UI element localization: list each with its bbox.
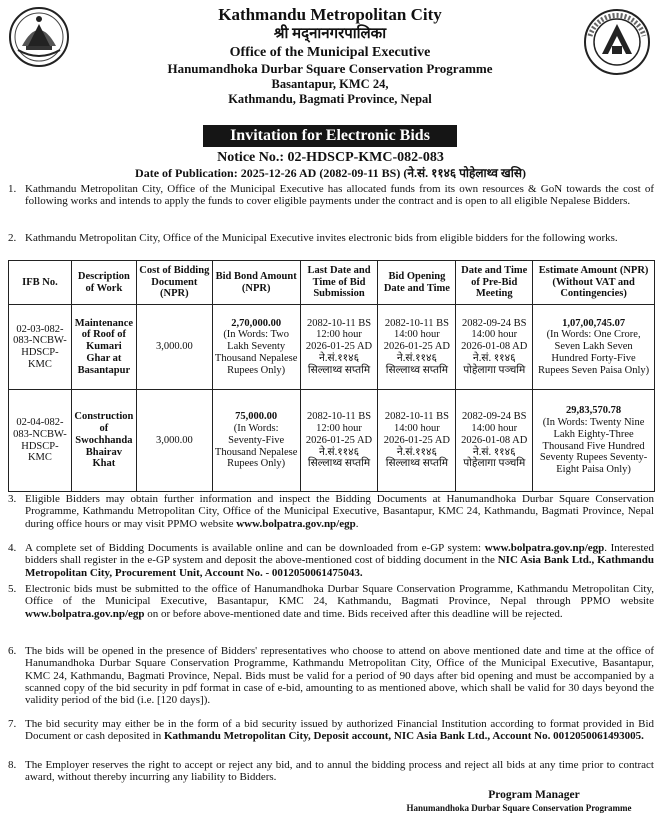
- bids-table: [8, 260, 655, 492]
- bid-bond-cell: [212, 305, 300, 390]
- column-header: Estimate Amount (NPR) (Without VAT and Contingencies): [533, 261, 655, 305]
- paragraph-7: [8, 718, 654, 743]
- bid-bond-words: (In Words: Seventy-Five Thousand Nepalese Rupees Only): [214, 422, 298, 470]
- paragraph-number: 2.: [8, 232, 17, 244]
- paragraph-6: [8, 645, 654, 706]
- deposit-account-note: Kathmandu Metropolitan City, Deposit account, NIC Asia Bank Ltd., Account No. 0012050061493005.: [164, 730, 644, 743]
- paragraph-text: Kathmandu Metropolitan City, Office of the Municipal Executive has allocated funds from its own resources & GoN towards the cost of following works and intends to apply the funds to cover eligible payments under the contract and is open to all eligible Nepalese Bidders.: [25, 183, 654, 208]
- paragraph-5: [8, 583, 654, 620]
- letterhead: [90, 5, 570, 107]
- paragraph-text: Eligible Bidders may obtain further information and inspect the Bidding Documents at Hanumandhoka Durbar Square Conservation Programme, Kathmandu Metropolitan City, Office of the Municipal Executive, Basantapur, KMC 24, Kathmandu, Bagmati Province, Nepal during office hours or may visit PPMO website www.bolpatra.gov.np/egp.: [25, 493, 654, 530]
- submission-website-link[interactable]: www.bolpatra.gov.np/egp: [25, 607, 145, 620]
- paragraph-number: 4.: [8, 542, 17, 554]
- column-header: Last Date and Time of Bid Submission: [300, 261, 378, 305]
- table-row: [9, 390, 655, 492]
- city-title: Kathmandu Metropolitan City: [218, 5, 442, 24]
- signature-block: [380, 789, 658, 814]
- paragraph-number: 3.: [8, 493, 17, 505]
- document-cost: 3,000.00: [136, 305, 212, 390]
- publication-date: Date of Publication: 2025-12-26 AD (2082-09-11 BS) (ने.सं. ११४६ पोहेलाथ्व खसि): [135, 166, 526, 180]
- opening-date: 2082-10-11 BS 14:00 hour 2026-01-25 AD ने.सं.११४६ सिल्लाथ्व सप्तमि: [378, 390, 456, 492]
- opening-date: 2082-10-11 BS 14:00 hour 2026-01-25 AD ने.सं.११४६ सिल्लाथ्व सप्तमि: [378, 305, 456, 390]
- city-title-nepali: श्री मद्‌नानगरपालिका: [273, 26, 387, 42]
- address-line-1: Basantapur, KMC 24,: [271, 77, 389, 91]
- signatory-office: Hanumandhoka Durbar Square Conservation Programme: [406, 803, 632, 813]
- work-description: Construction of Swochhanda Bhairav Khat: [71, 390, 136, 492]
- estimate-amount: 1,07,00,745.07: [562, 317, 626, 329]
- estimate-words: (In Words: One Crore, Seven Lakh Seven Hundred Forty-Five Rupees Seven Paisa Only): [538, 329, 650, 376]
- column-header: Bid Opening Date and Time: [378, 261, 456, 305]
- paragraph-number: 5.: [8, 583, 17, 595]
- bid-bond-amount: 2,70,000.00: [231, 317, 282, 329]
- bid-bond-cell: [212, 390, 300, 492]
- column-header: Description of Work: [71, 261, 136, 305]
- estimate-amount: 29,83,570.78: [566, 405, 622, 417]
- signatory-title: Program Manager: [488, 789, 580, 801]
- bid-bond-words: (In Words: Two Lakh Seventy Thousand Nepalese Rupees Only): [214, 329, 298, 376]
- bid-bond-amount: 75,000.00: [235, 411, 278, 423]
- paragraph-text: The bids will be opened in the presence of Bidders' representatives who choose to attend on above mentioned date and time at the office of Hanumandhoka Durbar Square Conservation Programme, Kathmandu Metropolitan City, Office of the Municipal Executive, Basantapur, KMC 24, Kathmandu, Bagmati Province, Nepal. Bids must be valid for a period of 90 days after bid opening and must be accompanied by a scanned copy of the bid security in pdf format in case of e-bid, amounting to as mentioned above, which shall be valid for 30 days beyond the validity period of the bid (i.e. [120 days]).: [25, 645, 654, 707]
- office-name: Office of the Municipal Executive: [229, 45, 431, 60]
- bank-account-note: NIC Asia Bank Ltd., Kathmandu Metropolitan City, Procurement Unit, Account No. - 0012050061475043.: [25, 554, 655, 579]
- estimate-words: (In Words: Twenty Nine Lakh Eighty-Three Thousand Five Hundred Seventy Rupees Seventy-Eight Paisa Only): [539, 417, 648, 476]
- paragraph-text: Electronic bids must be submitted to the office of Hanumandhoka Durbar Square Conservation Programme, Kathmandu Metropolitan City, Office of the Municipal Executive, Basantapur, KMC 24, Kathmandu, Bagmati Province, Nepal through PPMO website www.bolpatra.gov.np/egp on or before above-mentioned date and time. Bids received after this deadline will be rejected.: [25, 583, 654, 620]
- estimate-cell: [533, 305, 655, 390]
- paragraph-4: [8, 542, 654, 579]
- column-header: Cost of Bidding Document (NPR): [136, 261, 212, 305]
- paragraph-2: [8, 232, 654, 244]
- egp-website-link[interactable]: www.bolpatra.gov.np/egp: [484, 542, 605, 554]
- column-header: IFB No.: [9, 261, 72, 305]
- nepal-emblem-icon: [8, 6, 70, 68]
- table-row: [9, 305, 655, 390]
- ifb-number: 02-03-082-083-NCBW-HDSCP-KMC: [9, 305, 72, 390]
- estimate-cell: [533, 390, 655, 492]
- invitation-banner: Invitation for Electronic Bids: [203, 125, 457, 147]
- document-cost: 3,000.00: [136, 390, 212, 492]
- paragraph-8: [8, 759, 654, 784]
- paragraph-text: The Employer reserves the right to accept or reject any bid, and to annul the bidding process and reject all bids at any time prior to contract award, without thereby incurring any liability to Bidders.: [25, 759, 654, 784]
- submission-deadline: 2082-10-11 BS 12:00 hour 2026-01-25 AD ने.सं.११४६ सिल्लाथ्व सप्तमि: [300, 305, 378, 390]
- kmc-seal-logo: [582, 6, 652, 80]
- paragraph-3: [8, 493, 654, 530]
- submission-deadline: 2082-10-11 BS 12:00 hour 2026-01-25 AD ने.सं.११४६ सिल्लाथ्व सप्तमि: [300, 390, 378, 492]
- prebid-meeting: 2082-09-24 BS 14:00 hour 2026-01-08 AD ने.सं. ११४६ पोहेलागा पञ्चमि: [456, 390, 533, 492]
- paragraph-number: 8.: [8, 759, 17, 771]
- paragraph-text: A complete set of Bidding Documents is available online and can be downloaded from e-GP system: www.bolpatra.gov.np/egp. Interested bidders shall register in the e-GP system and deposit the above-mentioned cost of bidding document in the NIC Asia Bank Ltd., Kathmandu Metropolitan City, Procurement Unit, Account No. - 0012050061475043.: [25, 542, 655, 579]
- paragraph-number: 1.: [8, 183, 17, 195]
- table-header-row: [9, 261, 655, 305]
- paragraph-number: 6.: [8, 645, 17, 657]
- programme-name: Hanumandhoka Durbar Square Conservation Programme: [167, 61, 493, 76]
- paragraph-1: [8, 183, 654, 208]
- prebid-meeting: 2082-09-24 BS 14:00 hour 2026-01-08 AD ने.सं. ११४६ पोहेलागा पञ्चमि: [456, 305, 533, 390]
- column-header: Date and Time of Pre-Bid Meeting: [456, 261, 533, 305]
- work-description: Maintenance of Roof of Kumari Ghar at Basantapur: [71, 305, 136, 390]
- paragraph-number: 7.: [8, 718, 17, 730]
- ifb-number: 02-04-082-083-NCBW-HDSCP-KMC: [9, 390, 72, 492]
- notice-number: Notice No.: 02-HDSCP-KMC-082-083: [217, 150, 444, 165]
- ppmo-website-link[interactable]: www.bolpatra.gov.np/egp: [236, 517, 356, 530]
- address-line-2: Kathmandu, Bagmati Province, Nepal: [228, 92, 432, 106]
- paragraph-text: The bid security may either be in the form of a bid security issued by authorized Financial Institution according to format provided in Bid Document or cash deposited in Kathmandu Metropolitan City, Deposit account, NIC Asia Bank Ltd., Account No. 0012050061493005.: [25, 718, 654, 743]
- column-header: Bid Bond Amount (NPR): [212, 261, 300, 305]
- paragraph-text: Kathmandu Metropolitan City, Office of the Municipal Executive invites electronic bids from eligible bidders for the following works.: [25, 232, 618, 244]
